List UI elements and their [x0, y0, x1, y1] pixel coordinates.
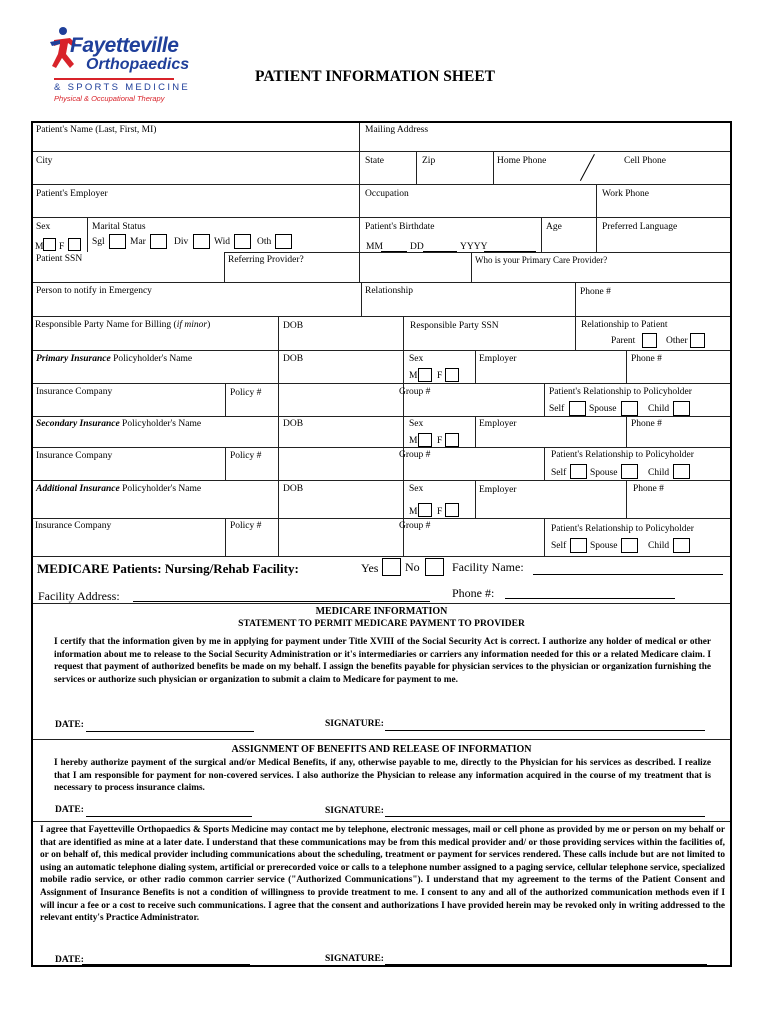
secondary-company-label: Insurance Company — [36, 451, 113, 461]
col-rule — [403, 316, 404, 556]
primary-care-label: Who is your Primary Care Provider? — [475, 255, 608, 265]
assignment-text: I hereby authorize payment of the surgical and/or Medical Benefits, if any, otherwise payable to me, directly to the Physician for his services as described. I realize that I am responsible for payment for non-covered services. I also authorize the Physician to release any information acquired in the course of my treatment that is necessary to process insurance claims. — [54, 758, 711, 794]
row-rule — [33, 518, 730, 519]
col-rule — [359, 123, 360, 282]
primary-sex-m-checkbox[interactable] — [418, 368, 432, 382]
referring-provider-label: Referring Provider? — [228, 255, 304, 265]
primary-phone-label: Phone # — [631, 354, 662, 364]
col-rule — [87, 217, 88, 252]
col-rule — [541, 217, 542, 252]
medicare-info-title: MEDICARE INFORMATION — [315, 606, 448, 617]
additional-child-checkbox[interactable] — [673, 538, 690, 553]
secondary-child-checkbox[interactable] — [673, 464, 690, 479]
secondary-phone-label: Phone # — [631, 419, 662, 429]
additional-self-label: Self — [551, 541, 567, 551]
primary-company-label: Insurance Company — [36, 387, 113, 397]
row-rule — [33, 217, 730, 218]
col-rule — [493, 151, 494, 184]
logo-name-line2: Orthopaedics — [86, 56, 190, 73]
col-rule — [416, 151, 417, 184]
parent-checkbox[interactable] — [642, 333, 657, 348]
primary-employer-label: Employer — [479, 354, 517, 364]
primary-sex-f-checkbox[interactable] — [445, 368, 459, 382]
secondary-self-checkbox[interactable] — [570, 464, 587, 479]
home-phone-label: Home Phone — [497, 156, 547, 166]
primary-self-checkbox[interactable] — [569, 401, 586, 416]
col-rule — [596, 217, 597, 252]
col-rule — [278, 316, 279, 556]
additional-ins-policyholder: Policyholder's Name — [119, 484, 202, 494]
medicare-signature-line[interactable] — [385, 730, 705, 731]
row-rule — [33, 556, 730, 557]
secondary-ins-policyholder: Policyholder's Name — [119, 419, 202, 429]
primary-group-label: Group # — [399, 387, 431, 397]
assignment-signature-line[interactable] — [385, 816, 705, 817]
col-rule — [575, 282, 576, 316]
secondary-sex-f-label: F — [437, 436, 443, 446]
page-title: PATIENT INFORMATION SHEET — [255, 68, 496, 85]
emergency-phone-label: Phone # — [580, 287, 611, 297]
medicare-info-text: I certify that the information given by me in applying for payment under Title XVIII of the Social Security Act is correct. I authorize any holder of medical or other information about me to release to the Social Security Administration or it's intermediaries or carriers any information needed for this or a related Medicare claim. I request that payment of authorized benefits be made on my behalf. I assign the benefits payable for physician services to the physician or organization furnishing the services or authorize such physician or organization to submit a claim to Medicare for payment to me. — [54, 637, 711, 685]
additional-sex-f-checkbox[interactable] — [445, 503, 459, 517]
logo-divider — [54, 78, 174, 80]
primary-sex-m-label: M — [409, 371, 418, 381]
resp-party-italic: if minor — [176, 320, 208, 330]
marital-status-label: Marital Status — [92, 222, 146, 232]
row-rule — [33, 739, 730, 740]
col-rule — [225, 383, 226, 416]
marital-sgl-checkbox[interactable] — [109, 234, 126, 249]
birthdate-mm-line — [381, 251, 407, 252]
patient-name-label: Patient's Name (Last, First, MI) — [36, 125, 157, 135]
primary-child-checkbox[interactable] — [673, 401, 690, 416]
marital-oth-checkbox[interactable] — [275, 234, 292, 249]
facility-address-line[interactable] — [133, 601, 430, 602]
marital-wid-label: Wid — [214, 237, 230, 247]
row-rule — [33, 603, 730, 604]
primary-spouse-label: Spouse — [589, 404, 617, 414]
row-rule — [33, 151, 730, 152]
sex-f-checkbox[interactable] — [68, 238, 81, 251]
col-rule — [575, 316, 576, 350]
resp-ssn-label: Responsible Party SSN — [410, 321, 499, 331]
medicare-info-subtitle: STATEMENT TO PERMIT MEDICARE PAYMENT TO PROVIDER — [238, 619, 525, 629]
row-rule — [33, 316, 730, 317]
logo-name-line1: Fayetteville — [70, 34, 179, 57]
marital-div-checkbox[interactable] — [193, 234, 210, 249]
birthdate-dd-label: DD — [410, 242, 424, 252]
city-label: City — [36, 156, 53, 166]
secondary-sex-m-checkbox[interactable] — [418, 433, 432, 447]
medicare-no-label: No — [405, 560, 420, 574]
additional-sex-m-checkbox[interactable] — [418, 503, 432, 517]
facility-phone-label: Phone #: — [452, 586, 495, 600]
additional-group-label: Group # — [399, 521, 431, 531]
assignment-date-line[interactable] — [86, 816, 252, 817]
primary-dob-label: DOB — [283, 354, 304, 364]
zip-label: Zip — [422, 156, 436, 166]
col-rule — [544, 518, 545, 556]
assignment-date-label: DATE: — [55, 805, 84, 815]
birthdate-label: Patient's Birthdate — [365, 222, 435, 232]
col-rule — [596, 184, 597, 217]
consent-signature-line[interactable] — [385, 964, 707, 965]
secondary-child-label: Child — [648, 468, 670, 478]
relationship-label: Relationship — [365, 286, 414, 296]
other-label: Other — [666, 336, 688, 346]
row-rule — [33, 821, 730, 822]
sex-m-checkbox[interactable] — [43, 238, 56, 251]
col-rule — [224, 252, 225, 282]
facility-phone-line[interactable] — [505, 598, 675, 599]
primary-child-label: Child — [648, 404, 670, 414]
birthdate-yyyy-label: YYYY — [460, 242, 488, 252]
medicare-yes-label: Yes — [361, 561, 379, 575]
col-rule — [544, 447, 545, 480]
cell-phone-label: Cell Phone — [624, 156, 666, 166]
primary-sex-f-label: F — [437, 371, 443, 381]
additional-spouse-label: Spouse — [590, 541, 618, 551]
medicare-date-line[interactable] — [86, 731, 254, 732]
marital-div-label: Div — [174, 237, 189, 247]
secondary-insurance-label — [36, 419, 201, 430]
logo-name-line4: Physical & Occupational Therapy — [54, 94, 165, 103]
row-rule — [33, 383, 730, 384]
logo-name-line3: & SPORTS MEDICINE — [54, 82, 191, 93]
secondary-employer-label: Employer — [479, 419, 517, 429]
mailing-address-label: Mailing Address — [365, 125, 429, 135]
secondary-sex-f-checkbox[interactable] — [445, 433, 459, 447]
secondary-sex-label: Sex — [409, 419, 424, 429]
secondary-sex-m-label: M — [409, 436, 418, 446]
primary-ins-policyholder: Policyholder's Name — [110, 354, 193, 364]
sex-label: Sex — [36, 222, 51, 232]
relationship-to-patient-label: Relationship to Patient — [581, 320, 668, 330]
consent-date-line[interactable] — [82, 964, 250, 965]
secondary-relationship-label: Patient's Relationship to Policyholder — [551, 450, 694, 460]
secondary-spouse-checkbox[interactable] — [621, 464, 638, 479]
marital-oth-label: Oth — [257, 237, 272, 247]
practice-logo — [48, 26, 191, 104]
age-label: Age — [546, 222, 562, 232]
col-rule — [475, 350, 476, 383]
consent-date-label: DATE: — [55, 955, 84, 965]
col-rule — [626, 350, 627, 383]
secondary-self-label: Self — [551, 468, 567, 478]
col-rule — [475, 416, 476, 447]
row-rule — [33, 282, 730, 283]
birthdate-yyyy-line — [484, 251, 536, 252]
primary-policy-label: Policy # — [230, 388, 262, 398]
additional-employer-label: Employer — [479, 485, 517, 495]
additional-sex-label: Sex — [409, 484, 424, 494]
medicare-signature-label: SIGNATURE: — [325, 719, 384, 729]
occupation-label: Occupation — [365, 189, 409, 199]
secondary-policy-label: Policy # — [230, 451, 262, 461]
medicare-date-label: DATE: — [55, 720, 84, 730]
sex-f-label: F — [59, 242, 65, 252]
secondary-dob-label: DOB — [283, 419, 304, 429]
assignment-signature-label: SIGNATURE: — [325, 806, 384, 816]
secondary-ins-text: Secondary Insurance — [36, 419, 120, 429]
ssn-label: Patient SSN — [36, 254, 83, 264]
col-rule — [544, 383, 545, 416]
resp-party-suffix: ) — [207, 320, 211, 330]
col-rule — [225, 447, 226, 480]
additional-ins-text: Additional Insurance — [36, 484, 120, 494]
primary-sex-label: Sex — [409, 354, 424, 364]
additional-relationship-label: Patient's Relationship to Policyholder — [551, 524, 694, 534]
marital-mar-label: Mar — [130, 237, 146, 247]
primary-insurance-label — [36, 354, 192, 365]
facility-name-line[interactable] — [533, 574, 723, 575]
birthdate-mm-label: MM — [366, 242, 383, 252]
marital-wid-checkbox[interactable] — [234, 234, 251, 249]
consent-signature-label: SIGNATURE: — [325, 954, 384, 964]
primary-spouse-checkbox[interactable] — [621, 401, 638, 416]
col-rule — [626, 416, 627, 447]
additional-sex-f-label: F — [437, 507, 443, 517]
additional-company-label: Insurance Company — [35, 521, 112, 531]
col-rule — [475, 480, 476, 518]
row-rule — [33, 447, 730, 448]
marital-sgl-label: Sgl — [92, 237, 105, 247]
marital-mar-checkbox[interactable] — [150, 234, 167, 249]
medicare-facility-heading: MEDICARE Patients: Nursing/Rehab Facility: — [37, 561, 299, 576]
parent-label: Parent — [611, 336, 636, 346]
additional-sex-m-label: M — [409, 507, 418, 517]
emergency-contact-label: Person to notify in Emergency — [36, 286, 152, 296]
resp-party-prefix: Responsible Party Name for Billing ( — [35, 320, 177, 330]
primary-self-label: Self — [549, 404, 565, 414]
facility-name-label: Facility Name: — [452, 560, 524, 574]
row-rule — [33, 184, 730, 185]
consent-text: I agree that Fayetteville Orthopaedics & Sports Medicine may contact me by telephone, electronic messages, mail or cell phone as provided by me or person on my behalf or that are identified as mine at a later date. I understand that these communications may be from this medical provider and/ or those providing services within the facilities of, or on behalf of, this medical provider including communications about the scheduling, treatment or payment for services rendered. These calls include but are not limited to using an automatic telephone dialing system, artificial or prerecorded voice or calls to a telephone number assigned to a paging service, cellular telephone service, specialized mobile radio service, or other radio common carrier service ("Authorized Communications"). I understand that my agreement to the terms of the Patient Consent and Assignment of Insurance Benefits is not a condition of willingness to provide treatment to me. I consent to any and all of the authorized communication methods even if I will incur a fee or a cost to receive such communications. I agree that the consent and authorizations I have provided herein may be revoked only in writing addressed to the relevant entity's Practice Administrator. — [40, 825, 725, 924]
additional-child-label: Child — [648, 541, 670, 551]
additional-self-checkbox[interactable] — [570, 538, 587, 553]
additional-policy-label: Policy # — [230, 521, 262, 531]
facility-address-label: Facility Address: — [38, 589, 120, 603]
medicare-no-checkbox[interactable] — [425, 558, 444, 576]
resp-dob-label: DOB — [283, 321, 304, 331]
preferred-language-label: Preferred Language — [602, 222, 678, 232]
sex-m-label: M — [35, 242, 44, 252]
additional-insurance-label — [36, 484, 201, 495]
primary-relationship-label: Patient's Relationship to Policyholder — [549, 387, 692, 397]
assignment-title: ASSIGNMENT OF BENEFITS AND RELEASE OF INFORMATION — [231, 744, 532, 755]
medicare-yes-checkbox[interactable] — [382, 558, 401, 576]
col-rule — [471, 252, 472, 282]
state-label: State — [365, 156, 384, 166]
birthdate-dd-line — [423, 251, 457, 252]
col-rule — [361, 282, 362, 316]
col-rule — [626, 480, 627, 518]
primary-ins-text: Primary Insurance — [36, 354, 111, 364]
work-phone-label: Work Phone — [602, 189, 649, 199]
col-rule — [225, 518, 226, 556]
employer-label: Patient's Employer — [36, 189, 108, 199]
secondary-group-label: Group # — [399, 450, 431, 460]
other-checkbox[interactable] — [690, 333, 705, 348]
responsible-party-label — [35, 320, 210, 331]
secondary-spouse-label: Spouse — [590, 468, 618, 478]
additional-phone-label: Phone # — [633, 484, 664, 494]
additional-dob-label: DOB — [283, 484, 304, 494]
additional-spouse-checkbox[interactable] — [621, 538, 638, 553]
